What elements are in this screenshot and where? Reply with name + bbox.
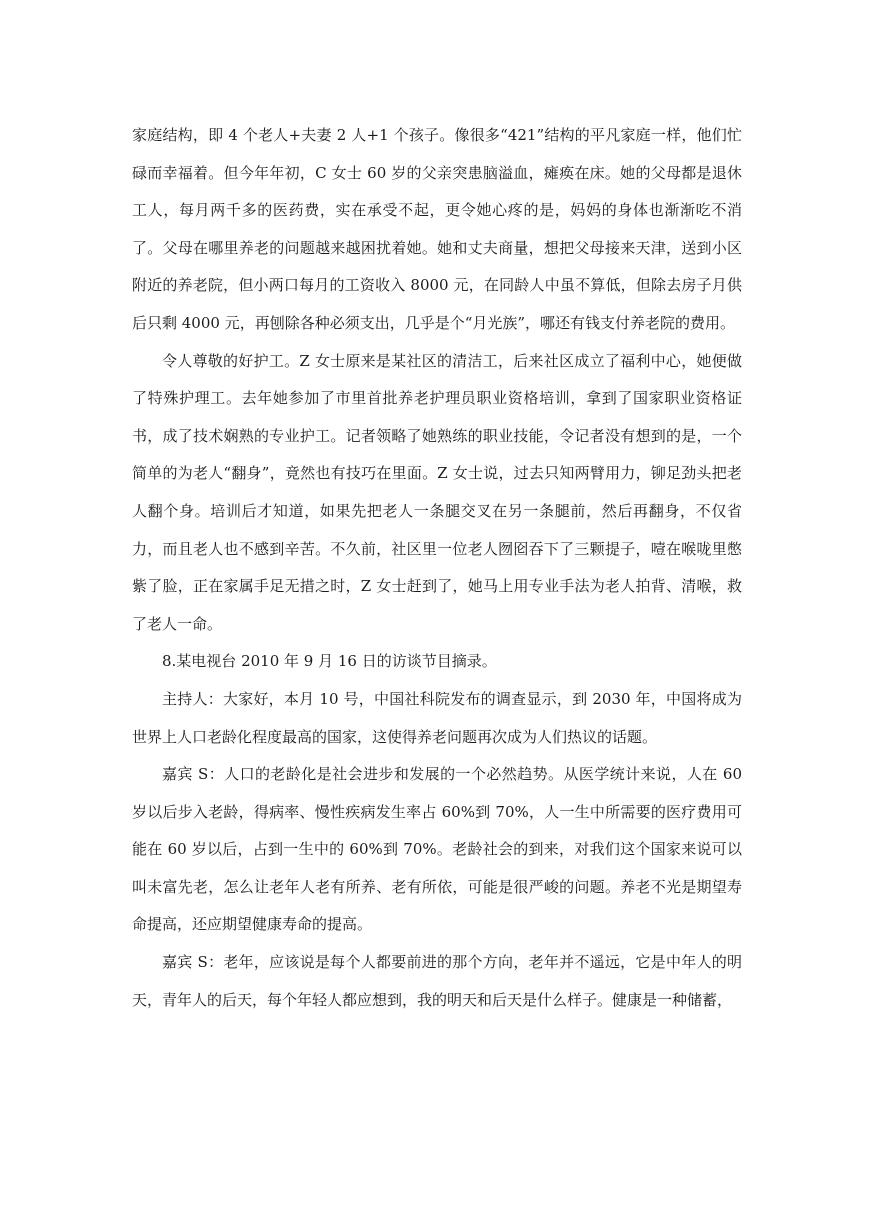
- paragraph-guest-s-old-age: 嘉宾 S：老年，应该说是每个人都要前进的那个方向，老年并不遥远，它是中年人的明天，青年人的后天，每个年轻人都应想到，我的明天和后天是什么样子。健康是一种储蓄，: [132, 953, 742, 1009]
- document-body: [132, 117, 742, 1019]
- paragraph-caregiver: 令人尊敬的好护工。Z 女士原来是某社区的清洁工，后来社区成立了福利中心，她便做了特殊护理工。去年她参加了市里首批养老护理员职业资格培训，拿到了国家职业资格证书，成了技术娴熟的专业护工。记者领略了她熟练的职业技能，令记者没有想到的是，一个简单的为老人“翻身”，竟然也有技巧在里面。Z 女士说，过去只知两臂用力，铆足劲头把老人翻个身。培训后才知道，如果先把老人一条腿交叉在另一条腿前，然后再翻身，不仅省力，而且老人也不感到辛苦。不久前，社区里一位老人囫囵吞下了三颗提子，噎在喉咙里憋紫了脸，正在家属手足无措之时，Z 女士赶到了，她马上用专业手法为老人拍背、清喉，救了老人一命。: [132, 351, 742, 633]
- paragraph-host: 主持人：大家好，本月 10 号，中国社科院发布的调查显示，到 2030 年，中国将成为世界上人口老龄化程度最高的国家，这使得养老问题再次成为人们热议的话题。: [132, 689, 742, 746]
- paragraph-guest-s-aging: 嘉宾 S：人口的老龄化是社会进步和发展的一个必然趋势。从医学统计来说，人在 60 岁以后步入老龄，得病率、慢性疾病发生率占 60%到 70%，人一生中所需要的医疗费用可能在 60 岁以后，占到一生中的 60%到 70%。老龄社会的到来，对我们这个国家来说可以叫未富先老，怎么让老年人老有所养、老有所依，可能是很严峻的问题。养老不光是期望寿命提高，还应期望健康寿命的提高。: [132, 765, 742, 934]
- paragraph-interview-heading: 8.某电视台 2010 年 9 月 16 日的访谈节目摘录。: [162, 652, 497, 671]
- paragraph-family-structure: 家庭结构，即 4 个老人+夫妻 2 人+1 个孩子。像很多“421”结构的平凡家庭一样，他们忙碌而幸福着。但今年年初，C 女士 60 岁的父亲突患脑溢血，瘫痪在床。她的父母都是退休工人，每月两千多的医药费，实在承受不起，更令她心疼的是，妈妈的身体也渐渐吃不消了。父母在哪里养老的问题越来越困扰着她。她和丈夫商量，想把父母接来天津，送到小区附近的养老院，但小两口每月的工资收入 8000 元，在同龄人中虽不算低，但除去房子月供后只剩 4000 元，再刨除各种必须支出，几乎是个“月光族”，哪还有钱支付养老院的费用。: [132, 126, 742, 332]
